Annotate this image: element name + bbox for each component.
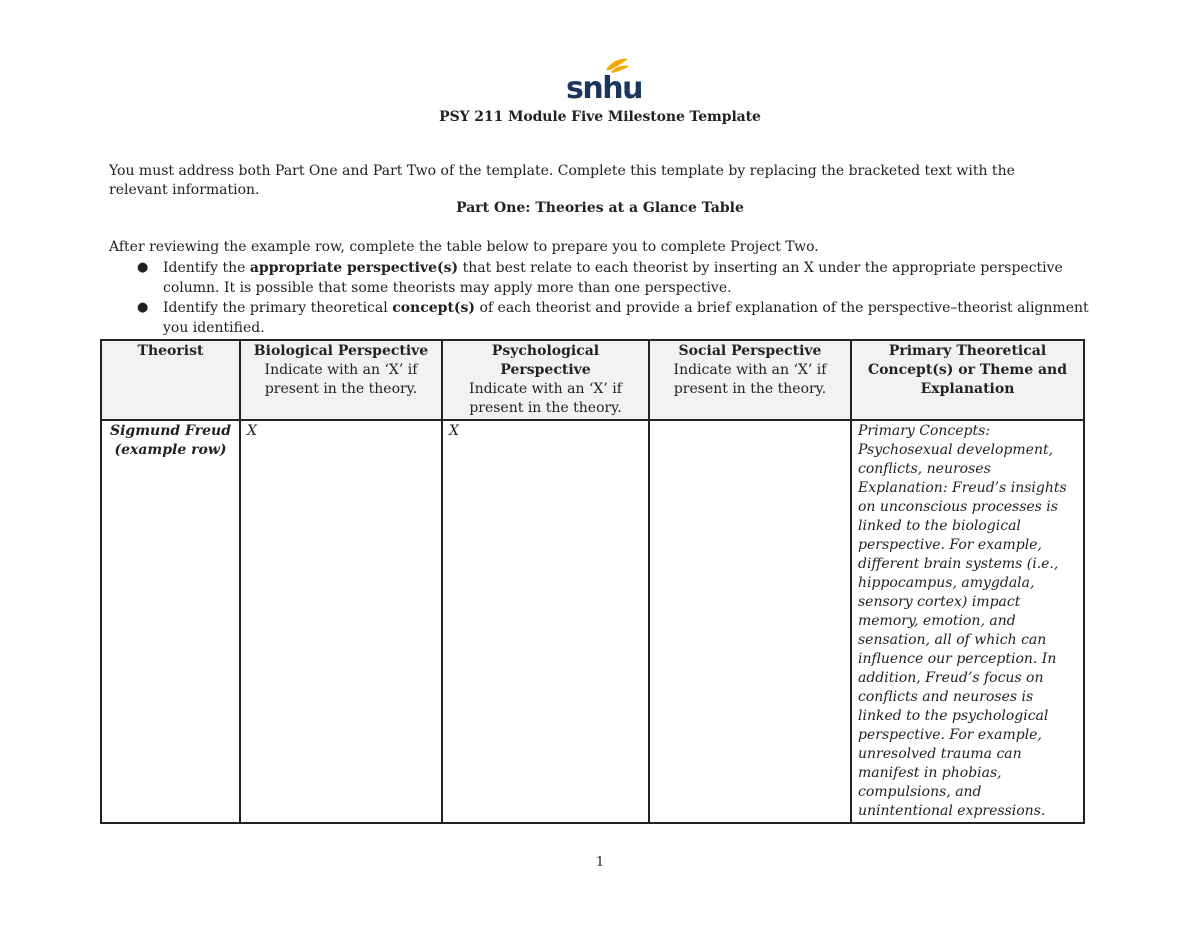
part-one-instructions: After reviewing the example row, complete the table below to prepare you to complete Project Two.	[109, 239, 819, 255]
cell-psychological[interactable]: X	[442, 420, 649, 823]
header-social: Social Perspective Indicate with an ‘X’ if present in the theory.	[649, 340, 851, 420]
header-biological: Biological Perspective Indicate with an ‘X’ if present in the theory.	[240, 340, 442, 420]
bullet-item: ● Identify the appropriate perspective(s) that best relate to each theorist by inserting an X under the appropriate perspective column. It is possible that some theorists may apply more than one perspective.	[137, 260, 1063, 296]
intro-paragraph: You must address both Part One and Part Two of the template. Complete this template by replacing the bracketed text with the relevant information.	[109, 163, 1015, 198]
part-one-heading: Part One: Theories at a Glance Table	[456, 200, 744, 216]
bullet-item: ● Identify the primary theoretical concept(s) of each theorist and provide a brief explanation of the perspective–theorist alignment you identified.	[137, 300, 1089, 336]
cell-explanation[interactable]: Primary Concepts: Psychosexual development, conflicts, neuroses Explanation: Freud’s insights on unconscious processes is linked to the biological perspective. For example, different brain systems (i.e., hippocampus, amygdala, sensory cortex) impact memory, emotion, and sensation, all of which can influence our perception. In addition, Freud’s focus on conflicts and neuroses is linked to the psychological perspective. For example, unresolved trauma can manifest in phobias, compulsions, and unintentional expressions.	[851, 420, 1084, 823]
table-header-row	[101, 340, 1084, 420]
document-title: PSY 211 Module Five Milestone Template	[439, 109, 761, 125]
bullet-dot-icon: ●	[137, 260, 149, 275]
snhu-logo	[566, 56, 642, 106]
svg-text:snhu: snhu	[566, 71, 642, 106]
header-concepts: Primary Theoretical Concept(s) or Theme and Explanation	[851, 340, 1084, 420]
table-row	[101, 420, 1084, 823]
instruction-bullets	[109, 258, 1089, 338]
bullet-dot-icon: ●	[137, 300, 149, 315]
cell-biological[interactable]: X	[240, 420, 442, 823]
theories-table	[100, 339, 1085, 824]
header-theorist: Theorist	[101, 340, 240, 420]
page-number: 1	[595, 855, 605, 870]
cell-social[interactable]	[649, 420, 851, 823]
header-psychological: Psychological Perspective Indicate with an ‘X’ if present in the theory.	[442, 340, 649, 420]
cell-theorist[interactable]: Sigmund Freud (example row)	[101, 420, 240, 823]
